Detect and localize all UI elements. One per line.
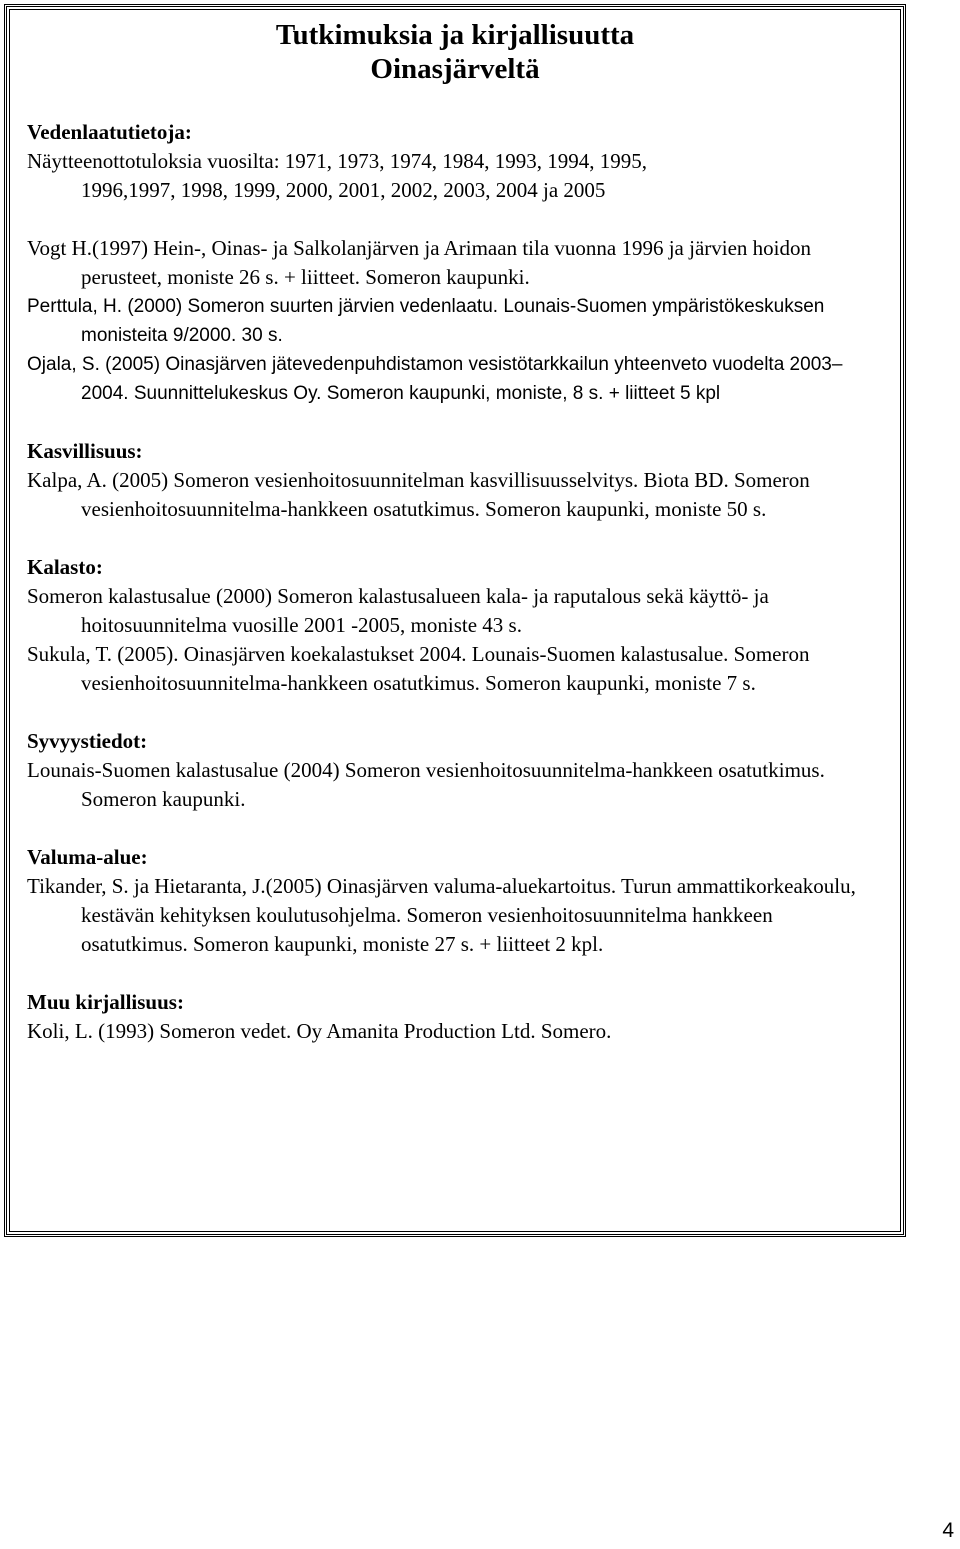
section-heading-other-literature: Muu kirjallisuus: [27,990,184,1014]
document-body [27,118,877,1046]
reference-item: Vogt H.(1997) Hein-, Oinas- ja Salkolanjärven ja Arimaan tila vuonna 1996 ja järvien hoidon perusteet, moniste 26 s. + liitteet. Someron kaupunki. [27,236,812,289]
title-line-2: Oinasjärveltä [370,53,540,85]
sampling-years-line1: Näytteenottotuloksia vuosilta: 1971, 1973, 1974, 1984, 1993, 1994, 1995, [27,149,648,173]
section-heading-vegetation: Kasvillisuus: [27,439,143,463]
title-line-1: Tutkimuksia ja kirjallisuutta [275,19,635,51]
reference-item: Koli, L. (1993) Someron vedet. Oy Amanita Production Ltd. Somero. [27,1019,612,1043]
sampling-years-line2: 1996,1997, 1998, 1999, 2000, 2001, 2002, 2003, 2004 ja 2005 [81,178,606,202]
page-title [0,18,910,86]
section-heading-catchment: Valuma-alue: [27,845,148,869]
reference-item: Someron kalastusalue (2000) Someron kalastusalueen kala- ja raputalous sekä käyttö- ja hoitosuunnitelma vuosille 2001 -2005, moniste 43 s. [27,584,769,637]
section-heading-fish: Kalasto: [27,555,103,579]
reference-item: Tikander, S. ja Hietaranta, J.(2005) Oinasjärven valuma-aluekartoitus. Turun ammattikorkeakoulu, kestävän kehityksen koulutusohjelma. Someron vesienhoitosuunnitelma hankkeen osatutkimus. Someron kaupunki, moniste 27 s. + liitteet 2 kpl. [27,874,856,956]
reference-item: Sukula, T. (2005). Oinasjärven koekalastukset 2004. Lounais-Suomen kalastusalue. Someron vesienhoitosuunnitelma-hankkeen osatutkimus. Someron kaupunki, moniste 7 s. [27,642,810,695]
reference-item: Lounais-Suomen kalastusalue (2004) Someron vesienhoitosuunnitelma-hankkeen osatutkimus. Someron kaupunki. [27,758,825,811]
reference-item: Perttula, H. (2000) Someron suurten järvien vedenlaatu. Lounais-Suomen ympäristökeskuksen monisteita 9/2000. 30 s. [27,296,825,346]
section-heading-water-quality: Vedenlaatutietoja: [27,120,192,144]
reference-item: Ojala, S. (2005) Oinasjärven jätevedenpuhdistamon vesistötarkkailun yhteenveto vuodelta 2003–2004. Suunnittelukeskus Oy. Someron kaupunki, moniste, 8 s. + liitteet 5 kpl [27,354,843,404]
page-number: 4 [942,1519,954,1542]
section-heading-depth: Syvyystiedot: [27,729,148,753]
reference-item: Kalpa, A. (2005) Someron vesienhoitosuunnitelman kasvillisuusselvitys. Biota BD. Someron vesienhoitosuunnitelma-hankkeen osatutkimus. Someron kaupunki, moniste 50 s. [27,468,810,521]
